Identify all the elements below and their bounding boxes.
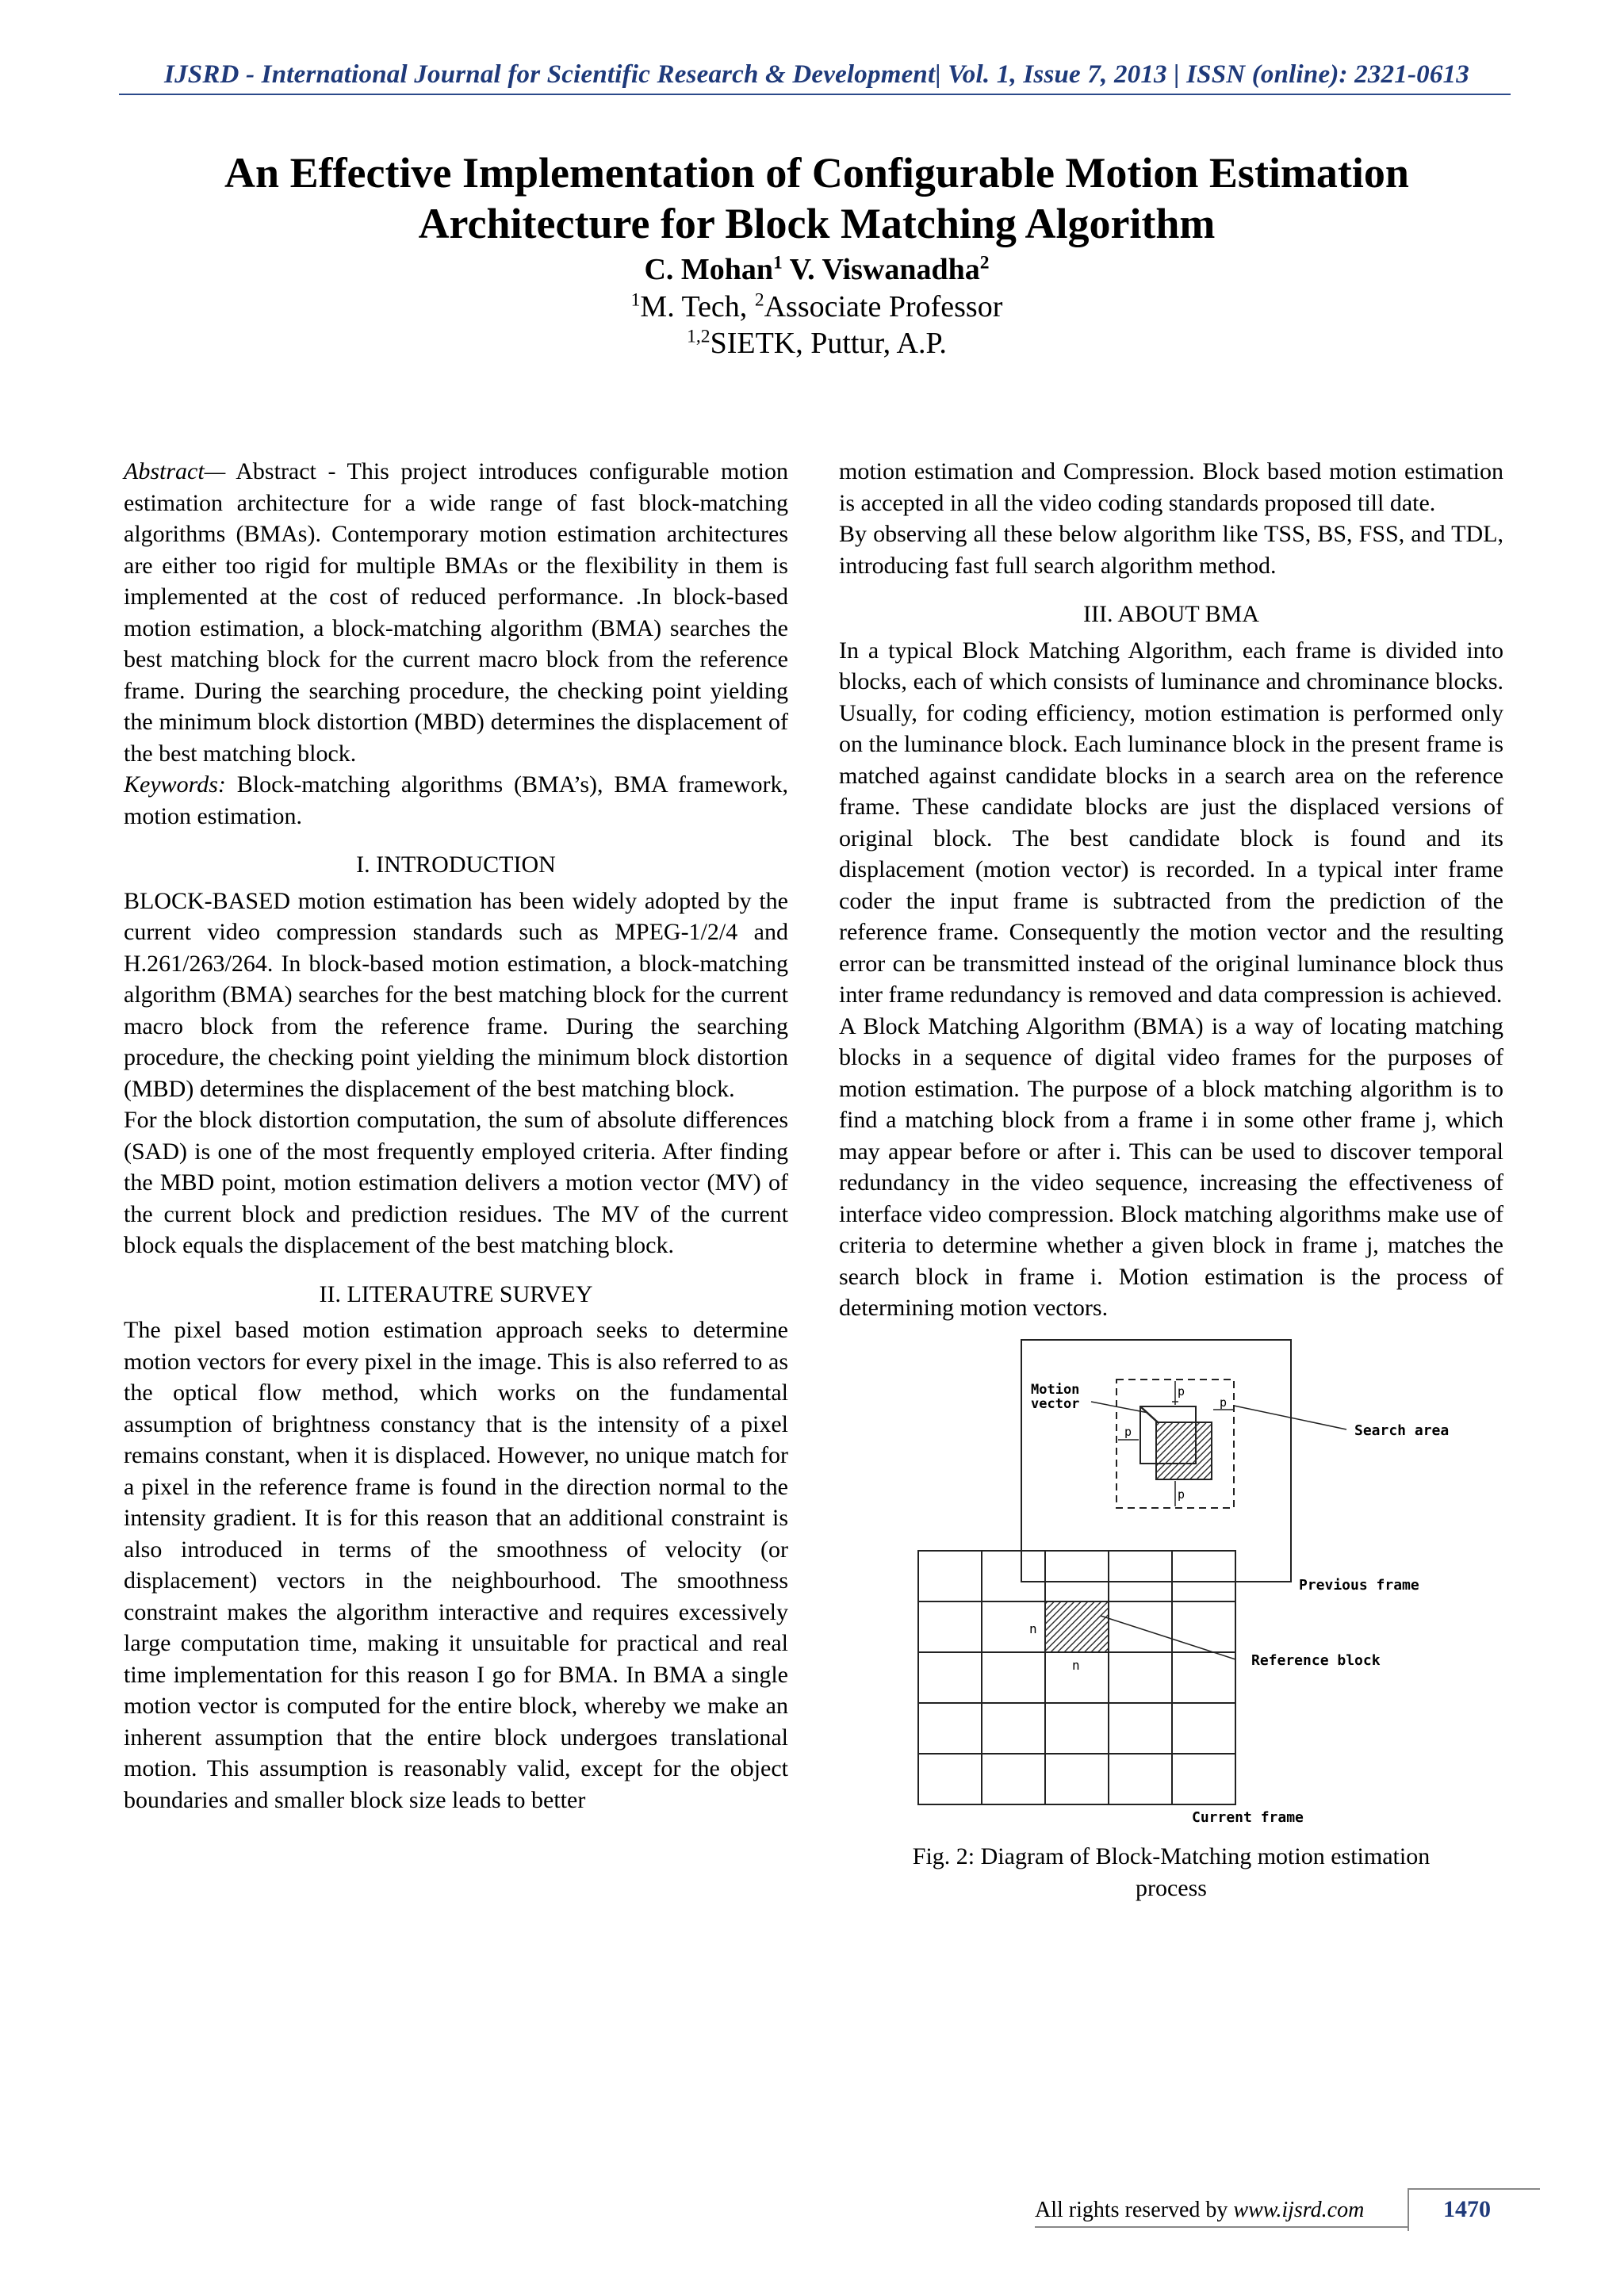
current-frame-label: Current frame [1192,1808,1304,1826]
survey-paragraph-2: motion estimation and Compression. Block based motion estimation is accepted in all the video coding standards proposed till date. [839,458,1503,516]
author-1: C. Mohan [644,253,774,286]
page-footer [0,2188,1624,2236]
block-matching-figure [839,1338,1503,1838]
keywords-text: Block-matching algorithms (BMA’s), BMA framework, motion estimation. [124,771,788,829]
search-area-label: Search area [1354,1422,1450,1439]
author-2: V. Viswanadha [782,253,980,286]
block-matching-diagram [839,1338,1503,1838]
affil-position: Associate Professor [764,290,1003,323]
abstract-text: Abstract - This project introduces configurable motion estimation architecture for a wide range of fast block-matching algorithms (BMAs). Contemporary motion estimation architectures are either too rigid for multiple BMAs or the flexibility in them is implemented at the cost of reduced performance. .In block-based motion estimation, a block-matching algorithm (BMA) searches the best matching block for the current macro block from the reference frame. During the searching procedure, the checking point yielding the minimum block distortion (MBD) determines the displacement of the best matching block. [124,458,788,767]
motion-label: Motion [1031,1381,1080,1398]
title-line-2: Architecture for Block Matching Algorithm [418,200,1216,247]
author-1-sup: 1 [773,252,783,274]
reference-block [1045,1601,1109,1652]
footer-site-link[interactable]: www.ijsrd.com [1233,2198,1365,2222]
intro-paragraph-1: BLOCK-BASED motion estimation has been widely adopted by the current video compression standards such as MPEG-1/2/4 and H.261/263/264. In block-based motion estimation, a block-matching algorithm (BMA) searches for the best matching block for the current macro block from the reference frame. During the searching procedure, the checking point yielding the minimum block distortion (MBD) determines the displacement of the best matching block. [124,887,788,1102]
keywords-label: Keywords: [124,771,226,798]
paper-title [119,147,1515,249]
footer-rule [1035,2226,1408,2228]
author-2-sup: 2 [979,252,990,274]
section-heading-survey: II. LITERAUTRE SURVEY [319,1280,593,1307]
section-heading-bma: III. ABOUT BMA [1083,601,1259,627]
authors [119,251,1515,289]
affil2-sup: 1,2 [687,326,710,347]
affil-institute: SIETK, Puttur, A.P. [710,327,947,360]
affil-sup-b: 2 [754,289,764,311]
p-label-right: p [1220,1395,1228,1410]
affil-degree: M. Tech, [640,290,755,323]
right-column [839,456,1503,1904]
page-number: 1470 [1443,2196,1491,2222]
section-heading-introduction: I. INTRODUCTION [356,851,556,878]
bma-paragraph-1: In a typical Block Matching Algorithm, each frame is divided into blocks, each of which consists of luminance and chrominance blocks. Usually, for coding efficiency, motion estimation is performed only on the luminance block. Each luminance block in the present frame is matched against candidate blocks in a search area on the reference frame. These candidate blocks are just the displaced versions of original block. The best candidate block is found and its displacement (motion vector) is recorded. In a typical inter frame coder the input frame is subtracted from the prediction of the reference frame. Consequently the motion vector and the resulting error can be transmitted instead of the original luminance block thus inter frame redundancy is removed and data compression is achieved. [839,637,1503,1008]
matched-block [1156,1422,1212,1479]
bma-paragraph-2: A Block Matching Algorithm (BMA) is a way of locating matching blocks in a sequence of digital video frames for the purposes of motion estimation. The purpose of a block matching algorithm is to find a matching block from a frame i in some other frame j, which may appear before or after i. This can be used to discover temporal redundancy in the video sequence, increasing the effectiveness of interface video compression. Block matching algorithms make use of criteria to determine whether a given block in frame j, matches the search block in frame i. Motion estimation is the process of determining motion vectors. [839,1012,1503,1321]
journal-header: IJSRD - International Journal for Scientific Research & Development| Vol. 1, Issue 7, 2013 | ISSN (online): 2321-0613 [164,60,1469,89]
left-column [124,456,788,1816]
affiliation-2 [119,325,1515,362]
title-line-1: An Effective Implementation of Configurable Motion Estimation [224,149,1409,197]
previous-frame-label: Previous frame [1299,1576,1419,1594]
n-label-bottom: n [1072,1657,1080,1673]
caption-line-1: Fig. 2: Diagram of Block-Matching motion estimation [912,1843,1431,1869]
n-label-left: n [1029,1621,1037,1636]
survey-paragraph-3: By observing all these below algorithm like TSS, BS, FSS, and TDL, introducing fast full search algorithm method. [839,521,1503,579]
affiliation-1 [119,289,1515,325]
caption-line-2: process [1136,1874,1207,1901]
abstract [124,456,788,769]
affil-sup-a: 1 [630,289,641,311]
abstract-label: Abstract— [124,458,226,484]
current-frame-grid [918,1551,1235,1804]
p-label-left: p [1124,1424,1132,1439]
p-label-bottom: p [1178,1487,1185,1502]
p-label-top: p [1178,1383,1185,1399]
footer-rights-text: All rights reserved by [1035,2198,1234,2222]
reference-block-label: Reference block [1251,1651,1381,1669]
figure-caption [839,1841,1503,1904]
header-rule [119,94,1511,95]
vector-label: vector [1031,1395,1080,1412]
footer-rights [1035,2198,1364,2223]
survey-paragraph-1: The pixel based motion estimation approach seeks to determine motion vectors for every pixel in the image. This is also referred to as the optical flow method, which works on the fundamental assumption of brightness constancy that is the intensity of a pixel remains constant, when it is displaced. However, no unique match for a pixel in the reference frame is found in the direction normal to the intensity gradient. It is for this reason that an additional constraint is also introduced in terms of the smoothness of velocity (or displacement) vectors in the neighbourhood. The smoothness constraint makes the algorithm interactive and requires excessively large computation time, making it unsuitable for practical and real time implementation for this reason I go for BMA. In BMA a single motion vector is computed for the entire block, whereby we make an inherent assumption that the entire block undergoes translational motion. This assumption is reasonably valid, except for the object boundaries and smaller block size leads to better [124,1317,788,1813]
title-block [119,147,1515,362]
keywords [124,769,788,832]
intro-paragraph-2: For the block distortion computation, the sum of absolute differences (SAD) is one of the most frequently employed criteria. After finding the MBD point, motion estimation delivers a motion vector (MV) of the current block and prediction residues. The MV of the current block equals the displacement of the best matching block. [124,1107,788,1258]
